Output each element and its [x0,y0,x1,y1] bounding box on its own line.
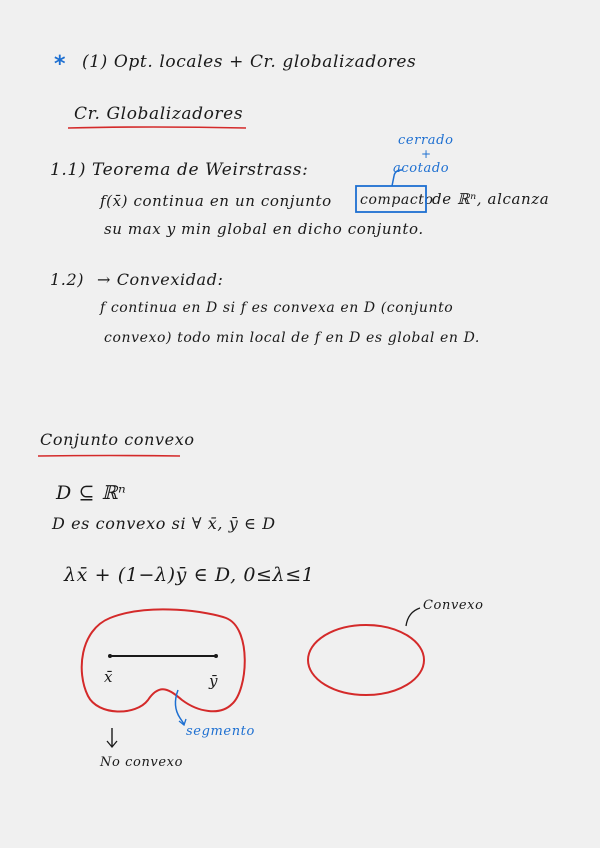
underline-globalizadores [68,127,246,128]
nonconvex-arrowhead [107,741,117,747]
theorem-line2: su max y min global en dicho conjunto. [104,220,424,238]
theorem-line1-end: de ℝⁿ, alcanza [432,190,550,208]
convexity-line2: convexo) todo min local de f en D es global en D. [104,330,480,346]
underline-conjunto-convexo [38,456,180,457]
point-x-label: x̄ [104,668,114,686]
math-convex-def: D es convexo si ∀ x̄, ȳ ∈ D [52,514,276,533]
theorem-title: Teorema de Weirstrass: [92,160,309,180]
segment-label: segmento [186,724,255,739]
theorem-line1-start: f(x̄) continua en un conjunto [100,192,332,210]
segment-arrowhead [179,719,186,725]
nonconvex-shape [82,609,245,711]
annotation-plus: + [421,147,432,161]
point-y-label: ȳ [209,672,219,690]
convex-arrow [406,608,420,626]
item-number-1-1: 1.1) [50,160,87,180]
section-title-globalizadores: Cr. Globalizadores [74,104,244,124]
segment-arrow [175,690,184,724]
asterisk-bullet: * [54,52,66,77]
convex-shape [308,625,424,695]
nonconvex-label: No convexo [100,755,184,770]
boxed-word-compacto: compacto [360,192,434,208]
point-x-dot [108,654,112,658]
annotation-cerrado: cerrado [398,133,454,148]
page-heading: (1) Opt. locales + Cr. globalizadores [82,52,417,72]
convex-label: Convexo [423,598,484,613]
math-subset: D ⊆ ℝⁿ [56,482,127,504]
annotation-acotado: acotado [393,161,450,176]
convexity-line1: f continua en D si f es convexa en D (conjunto [100,300,454,316]
point-y-dot [214,654,218,658]
section-title-conjunto-convexo: Conjunto convexo [40,430,195,449]
item-number-1-2: 1.2) [50,270,85,289]
math-combination: λx̄ + (1−λ)ȳ ∈ D, 0≤λ≤1 [64,564,315,586]
convexity-title: → Convexidad: [97,270,224,289]
